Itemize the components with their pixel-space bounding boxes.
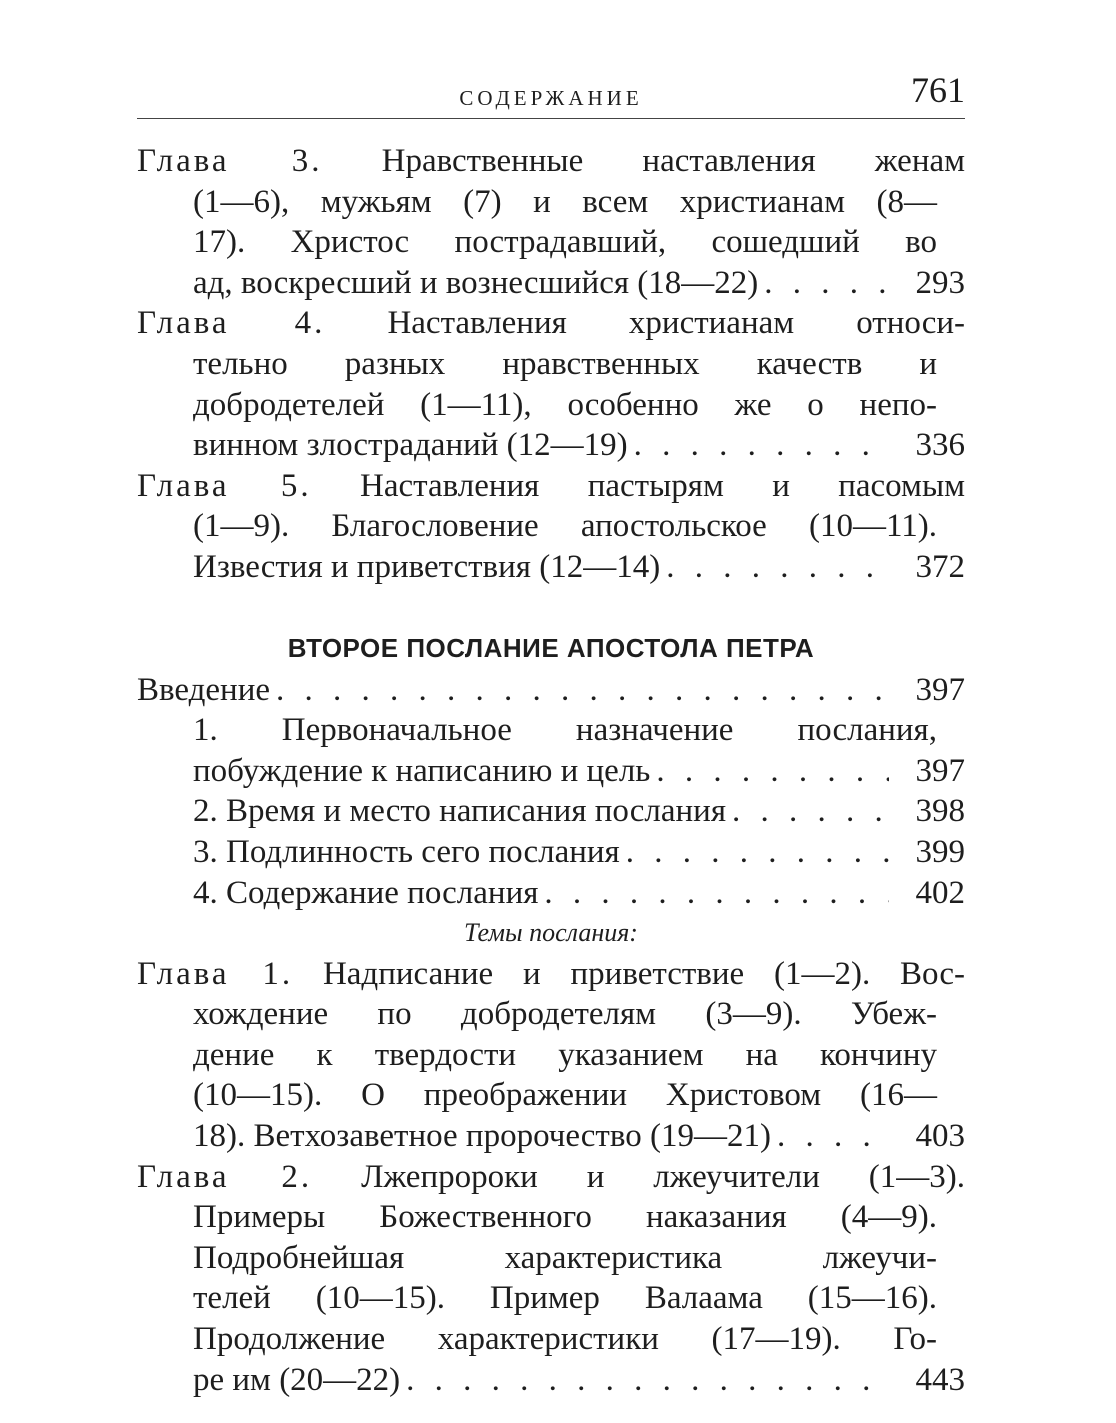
entry-page-number: 443 xyxy=(915,1361,965,1398)
entry-page-number: 336 xyxy=(915,427,965,464)
entry-text: ад, воскресший и вознесшийся (18—22) xyxy=(193,264,759,301)
entry-text: 4. Содержание послания xyxy=(193,874,539,911)
entry-text: Введение xyxy=(137,671,271,708)
entry-text: хождение по добродетелям (3—9). Убеж- xyxy=(193,996,937,1033)
toc-entry-line xyxy=(137,1197,965,1238)
entry-page-number: 402 xyxy=(915,874,965,911)
entry-text: 2. Время и место написания послания xyxy=(193,793,726,830)
entry-text: 18). Ветхозаветное пророчество (19—21) xyxy=(193,1118,771,1155)
toc-entry-line xyxy=(137,303,965,344)
leader-dots xyxy=(276,670,889,711)
table-of-contents xyxy=(137,141,965,1400)
entry-page-number: 372 xyxy=(915,548,965,585)
chapter-label: Глава 2. xyxy=(137,1158,313,1195)
entry-text: телей (10—15). Пример Валаама (15—16). xyxy=(193,1280,937,1317)
toc-entry-line xyxy=(137,954,965,995)
toc-entry-line xyxy=(137,141,965,182)
entry-page-number: 397 xyxy=(915,752,965,789)
running-head xyxy=(137,66,965,119)
chapter-label: Глава 1. xyxy=(137,955,294,992)
toc-entry-line xyxy=(137,182,965,223)
toc-entry-line xyxy=(137,1319,965,1360)
section-heading: ВТОРОЕ ПОСЛАНИЕ АПОСТОЛА ПЕТРА xyxy=(287,632,815,663)
chapter-label: Глава 4. xyxy=(137,305,326,342)
chapter-label: Глава 5. xyxy=(137,467,312,504)
entry-text: Подробнейшая характеристика лжеучи- xyxy=(193,1239,937,1276)
toc-entry-line xyxy=(137,1278,965,1319)
leader-dots xyxy=(544,873,889,914)
entry-text: Лжепророки и лжеучители (1—3). xyxy=(361,1158,965,1195)
toc-entry-line xyxy=(137,1116,965,1157)
toc-entry-line xyxy=(137,385,965,426)
entry-text: (1—6), мужьям (7) и всем христианам (8— xyxy=(193,183,937,220)
toc-entry-line xyxy=(137,1238,965,1279)
entry-text: добродетелей (1—11), особенно же о непо- xyxy=(193,386,937,423)
leader-dots xyxy=(634,425,889,466)
toc-entry-line xyxy=(137,751,965,792)
toc-entry-line xyxy=(137,832,965,873)
entry-page-number: 293 xyxy=(915,264,965,301)
toc-entry-line xyxy=(137,506,965,547)
page-number: 761 xyxy=(911,70,965,110)
toc-entry-line xyxy=(137,1035,965,1076)
leader-dots xyxy=(656,751,889,792)
themes-subheading: Темы послания: xyxy=(464,918,638,948)
toc-entry-line xyxy=(137,1360,965,1401)
leader-dots xyxy=(406,1360,889,1401)
entry-text: (1—9). Благословение апостольское (10—11). xyxy=(193,508,937,545)
leader-dots xyxy=(764,263,889,304)
entry-text: Надписание и приветствие (1—2). Вос- xyxy=(322,955,966,992)
running-head-title: СОДЕРЖАНИЕ xyxy=(459,86,643,110)
entry-text: (10—15). О преображении Христовом (16— xyxy=(193,1077,937,1114)
entry-text: Примеры Божественного наказания (4—9). xyxy=(193,1199,937,1236)
entry-text: Наставления пастырям и пасомым xyxy=(360,467,965,504)
entry-page-number: 398 xyxy=(915,793,965,830)
toc-entry-line xyxy=(137,1075,965,1116)
entry-text: 17). Христос пострадавший, сошедший во xyxy=(193,224,937,261)
toc-entry-line xyxy=(137,670,965,711)
entry-text: ре им (20—22) xyxy=(193,1361,401,1398)
toc-entry-line xyxy=(137,710,965,751)
toc-entry-line xyxy=(137,222,965,263)
toc-entry-line xyxy=(137,425,965,466)
entry-page-number: 397 xyxy=(915,671,965,708)
entry-text: 3. Подлинность сего послания xyxy=(193,833,620,870)
entry-text: 1. Первоначальное назначение послания, xyxy=(193,712,937,749)
toc-entry-line xyxy=(137,791,965,832)
leader-dots xyxy=(626,832,889,873)
toc-entry-line xyxy=(137,344,965,385)
toc-entry-line xyxy=(137,994,965,1035)
toc-entry-line xyxy=(137,466,965,507)
leader-dots xyxy=(666,547,889,588)
entry-text: дение к твердости указанием на кончину xyxy=(193,1036,937,1073)
toc-entry-line xyxy=(137,547,965,588)
toc-entry-line xyxy=(137,873,965,914)
entry-text: побуждение к написанию и цель xyxy=(193,752,651,789)
entry-text: винном злостраданий (12—19) xyxy=(193,427,628,464)
entry-page-number: 399 xyxy=(915,833,965,870)
leader-dots xyxy=(777,1116,889,1157)
entry-page-number: 403 xyxy=(915,1118,965,1155)
entry-text: Наставления христианам относи- xyxy=(387,305,965,342)
toc-entry-line xyxy=(137,263,965,304)
chapter-label: Глава 3. xyxy=(137,143,323,179)
entry-text: тельно разных нравственных качеств и xyxy=(193,345,937,382)
entry-text: Известия и приветствия (12—14) xyxy=(193,548,661,585)
toc-entry-line xyxy=(137,1157,965,1198)
entry-text: Нравственные наставления женам xyxy=(381,143,966,179)
leader-dots xyxy=(732,791,889,832)
entry-text: Продолжение характеристики (17—19). Го- xyxy=(193,1321,937,1358)
